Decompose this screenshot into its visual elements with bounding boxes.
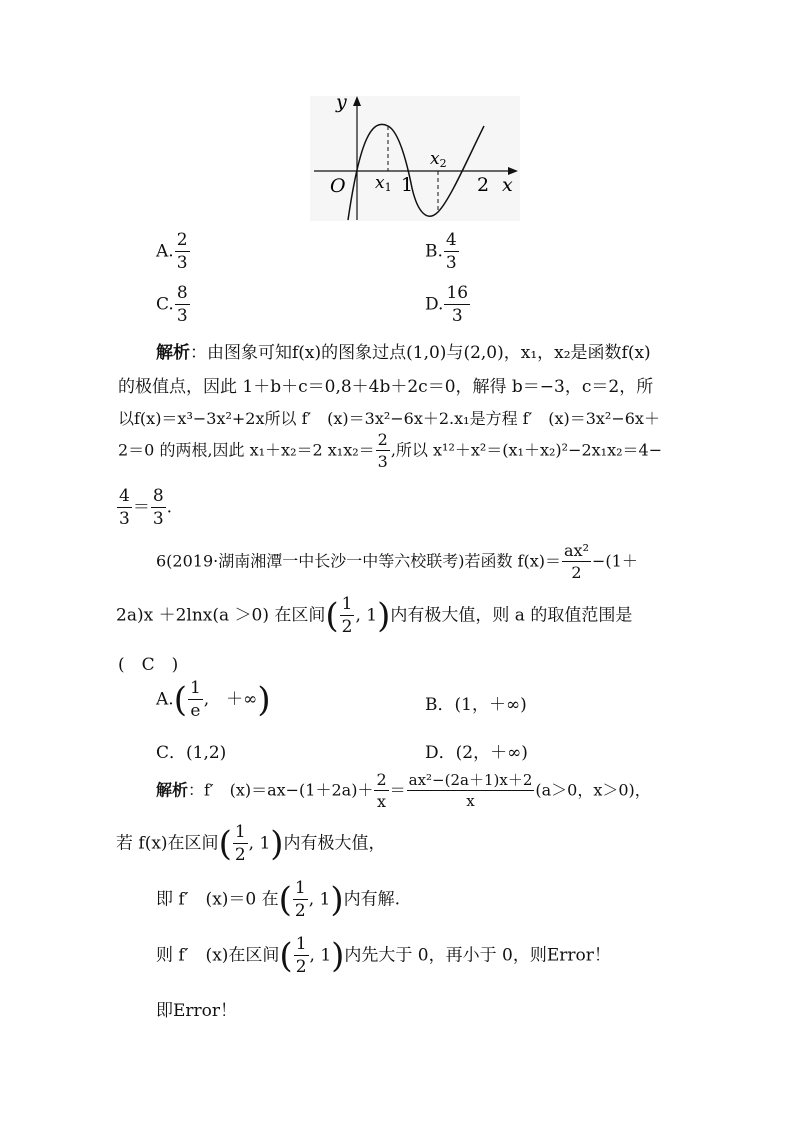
interval-end: , 1 xyxy=(248,833,271,854)
fraction: $\frac{2}{3}$ xyxy=(377,430,388,471)
origin-label: O xyxy=(330,175,346,197)
q5-solution-line-1 xyxy=(156,338,651,363)
y-axis-label: y xyxy=(336,91,347,113)
option-fraction: $\frac{2}{3}$ xyxy=(176,230,188,273)
option-prefix: A. xyxy=(156,241,174,262)
solution-text: 内有极大值， xyxy=(283,833,386,854)
q5-solution-line-2: 的极值点，因此 1＋b＋c＝0,8＋4b＋2c＝0，解得 b＝−3，c＝2，所 xyxy=(118,377,654,397)
fraction: $\frac{1}{2}$ xyxy=(341,594,353,637)
q6-option-a[interactable] xyxy=(156,680,271,720)
solution-text: ,所以 x¹²＋x²＝(x₁＋x₂)²−2x₁x₂＝4− xyxy=(390,440,663,460)
fraction: $\frac{4}{3}$ xyxy=(119,486,130,529)
q6-option-d[interactable]: D．(2，＋∞) xyxy=(425,743,528,763)
q6-solution-line-3 xyxy=(156,880,400,920)
interval-end: , ＋∞ xyxy=(203,689,258,710)
period: . xyxy=(166,497,173,518)
q6-stem-line-2 xyxy=(116,596,632,636)
interval-end: , 1 xyxy=(355,605,378,626)
q6-solution-line-5: 即Error！ xyxy=(156,1001,238,1021)
q6-solution-line-4 xyxy=(156,936,611,976)
fraction: $\frac{2}{x}$ xyxy=(376,770,387,811)
left-paren: ( xyxy=(325,596,339,636)
option-prefix: B. xyxy=(425,241,443,262)
tick-label-1: 1 xyxy=(401,174,414,196)
solution-label: 解析 xyxy=(156,780,189,800)
right-paren: ) xyxy=(330,880,344,920)
fraction: $\frac{8}{3}$ xyxy=(152,486,164,529)
fraction: $\frac{1}{e}$ xyxy=(189,678,201,721)
left-paren: ( xyxy=(173,680,187,720)
q6-answer: ( C ) xyxy=(118,655,179,675)
tick-label-2: 2 xyxy=(477,174,490,196)
stem-text: −(1＋ xyxy=(591,551,638,571)
equals-sign: ＝ xyxy=(389,780,406,800)
solution-text: ：由图象可知f(x)的图象过点(1,0)与(2,0)，x₁，x₂是函数f(x) xyxy=(190,343,651,363)
fraction: $\frac{1}{2}$ xyxy=(294,878,306,921)
solution-text: 内先大于 0，再小于 0，则Error！ xyxy=(344,945,611,966)
q5-solution-line-4 xyxy=(118,432,662,470)
q6-solution-line-1 xyxy=(156,772,651,810)
x2-label: x2 xyxy=(430,149,447,170)
option-fraction: $\frac{8}{3}$ xyxy=(176,283,188,326)
fraction: $\frac{\text{ax²}}{2}$ xyxy=(564,541,589,582)
option-prefix: A. xyxy=(156,689,174,710)
stem-text: 内有极大值，则 a 的取值范围是 xyxy=(390,605,633,626)
q6-option-b[interactable]: B．(1，＋∞) xyxy=(425,695,527,715)
q5-solution-line-5 xyxy=(116,488,172,528)
solution-text: 若 f(x)在区间 xyxy=(116,833,219,854)
option-prefix: D. xyxy=(425,294,444,315)
function-graph xyxy=(300,88,530,230)
q5-option-b[interactable] xyxy=(425,232,460,272)
left-paren: ( xyxy=(279,936,293,976)
q5-option-d[interactable] xyxy=(425,285,471,325)
solution-text: 2＝0 的两根,因此 x₁＋x₂＝2 x₁x₂＝ xyxy=(118,440,375,460)
x1-label: x1 xyxy=(375,173,392,194)
right-paren: ) xyxy=(377,596,391,636)
equals-sign: ＝ xyxy=(132,497,150,518)
right-paren: ) xyxy=(257,680,271,720)
q5-option-c[interactable] xyxy=(156,285,191,325)
stem-text: 2a)x ＋2lnx(a ＞0) 在区间 xyxy=(116,605,326,626)
solution-text: 即 f′ (x)＝0 在 xyxy=(156,889,279,910)
solution-text: (a＞0，x＞0)， xyxy=(535,780,651,800)
option-prefix: C. xyxy=(156,294,174,315)
fraction: $\frac{1}{2}$ xyxy=(295,934,307,977)
solution-text: 内有解. xyxy=(343,889,401,910)
x-axis-label: x xyxy=(502,174,513,196)
right-paren: ) xyxy=(331,936,345,976)
fraction: $\frac{1}{2}$ xyxy=(234,822,246,865)
graph-background xyxy=(310,96,520,221)
q6-stem-line-1 xyxy=(156,543,638,581)
solution-label: 解析 xyxy=(156,343,190,363)
left-paren: ( xyxy=(278,880,292,920)
solution-text: 则 f′ (x)在区间 xyxy=(156,945,280,966)
left-paren: ( xyxy=(218,824,232,864)
q6-solution-line-2 xyxy=(116,824,386,864)
interval-end: , 1 xyxy=(308,889,331,910)
q5-option-a[interactable] xyxy=(156,232,191,272)
interval-end: , 1 xyxy=(309,945,332,966)
q5-solution-line-3: 以f(x)＝x³−3x²+2x所以 f′ (x)＝3x²−6x＋2.x₁是方程 f′ (x)＝3x²−6x＋ xyxy=(118,409,660,428)
option-fraction: $\frac{4}{3}$ xyxy=(445,230,457,273)
fraction: $\frac{\text{ax²−(2a＋1)x＋2}}{x}$ xyxy=(408,771,533,810)
stem-text: 6(2019·湖南湘潭一中长沙一中等六校联考)若函数 f(x)＝ xyxy=(156,551,561,571)
right-paren: ) xyxy=(270,824,284,864)
option-fraction: $\frac{16}{3}$ xyxy=(446,283,469,326)
q6-option-c[interactable]: C．(1,2) xyxy=(156,743,227,763)
solution-text: ：f′ (x)＝ax−(1＋2a)＋ xyxy=(188,780,374,800)
